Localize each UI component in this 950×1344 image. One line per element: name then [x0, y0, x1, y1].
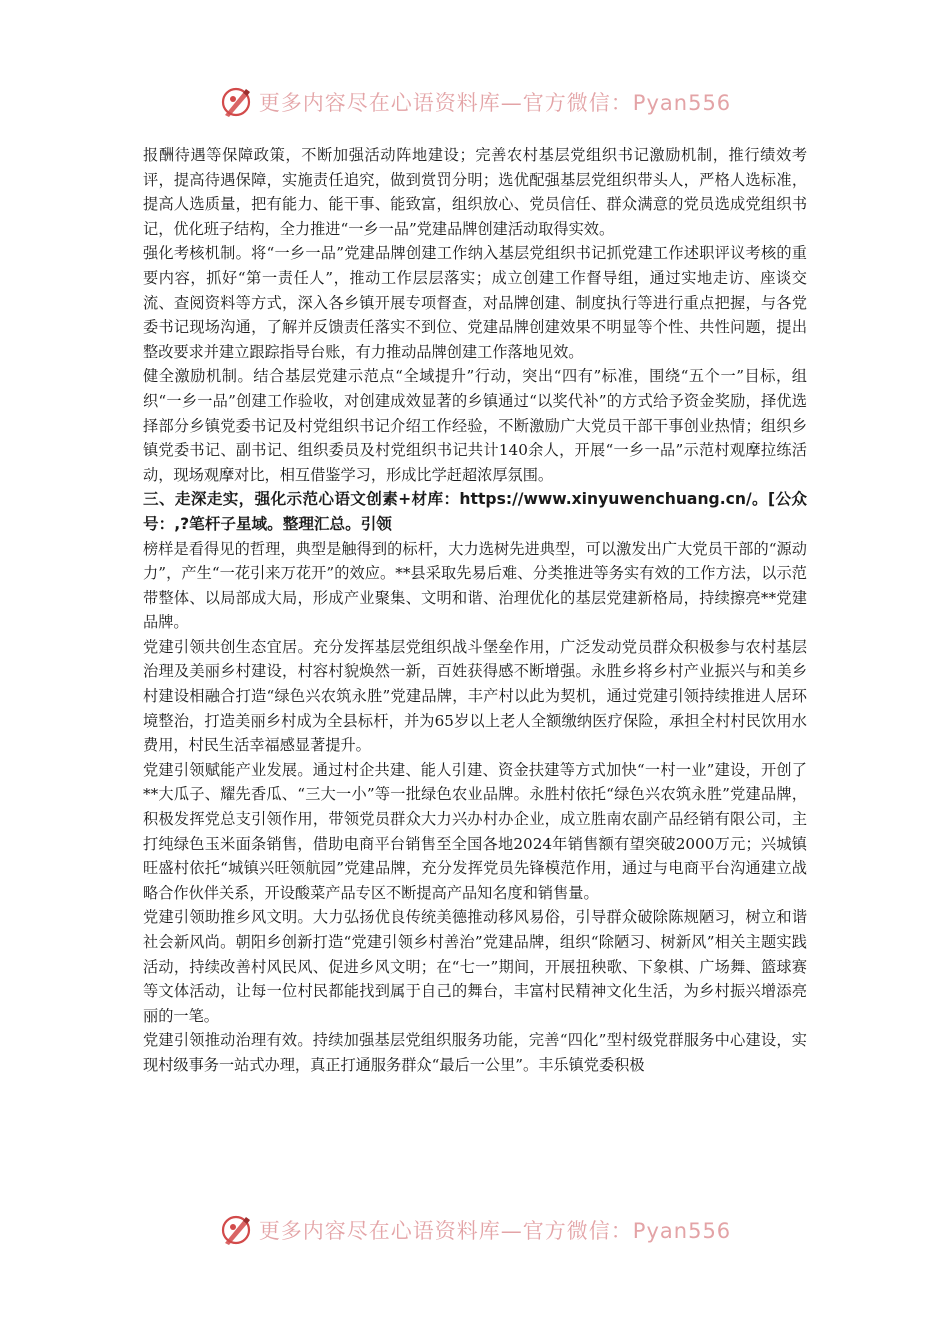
pen-logo-icon — [219, 1213, 253, 1247]
paragraph: 党建引领共创生态宜居。充分发挥基层党组织战斗堡垒作用，广泛发动党员群众积极参与农村基层治理及美丽乡村建设，村容村貌焕然一新，百姓获得感不断增强。永胜乡将乡村产业振兴与和美乡村建设相融合打造“绿色兴农筑永胜”党建品牌，丰产村以此为契机，通过党建引领持续推进人居环境整治，打造美丽乡村成为全县标杆，并为65岁以上老人全额缴纳医疗保险，承担全村村民饮用水费用，村民生活幸福感显著提升。 — [143, 637, 807, 755]
section-heading: 三、走深走实，强化示范心语文创素+材库：https://www.xinyuwenchuang.cn/。[公众号：,?笔杆子星域。整理汇总。引领 — [143, 490, 807, 533]
paragraph: 榜样是看得见的哲理，典型是触得到的标杆，大力选树先进典型，可以激发出广大党员干部的“源动力”，产生“一花引来万花开”的效应。**县采取先易后难、分类推进等务实有效的工作方法，以示范带整体、以局部成大局，形成产业聚集、文明和谐、治理优化的基层党建新格局，持续擦亮**党建品牌。 — [143, 539, 807, 632]
pen-logo-icon — [219, 85, 253, 119]
document-body — [143, 143, 807, 1078]
paragraph: 报酬待遇等保障政策，不断加强活动阵地建设；完善农村基层党组织书记激励机制，推行绩效考评，提高待遇保障，实施责任追究，做到赏罚分明；选优配强基层党组织带头人，严格人选标准，提高人选质量，把有能力、能干事、能致富，组织放心、党员信任、群众满意的党员选成党组织书记，优化班子结构，全力推进“一乡一品”党建品牌创建活动取得实效。 — [143, 146, 807, 238]
footer-banner-text: 更多内容尽在心语资料库—官方微信：Pyan556 — [258, 1219, 732, 1243]
paragraph: 强化考核机制。将“一乡一品”党建品牌创建工作纳入基层党组织书记抓党建工作述职评议考核的重要内容，抓好“第一责任人”，推动工作层层落实；成立创建工作督导组，通过实地走访、座谈交流、查阅资料等方式，深入各乡镇开展专项督查，对品牌创建、制度执行等进行重点把握，与各党委书记现场沟通，了解并反馈责任落实不到位、党建品牌创建效果不明显等个性、共性问题，提出整改要求并建立跟踪指导台账，有力推动品牌创建工作落地见效。 — [143, 244, 807, 361]
paragraph: 健全激励机制。结合基层党建示范点“全域提升”行动，突出“四有”标准，围绕“五个一”目标，组织“一乡一品”创建工作验收，对创建成效显著的乡镇通过“以奖代补”的方式给予资金奖励，择优选择部分乡镇党委书记及村党组织书记介绍工作经验，不断激励广大党员干部干事创业热情；组织乡镇党委书记、副书记、组织委员及村党组织书记共计140余人，开展“一乡一品”示范村观摩拉练活动，现场观摩对比，相互借鉴学习，形成比学赶超浓厚氛围。 — [143, 367, 807, 484]
footer-banner — [0, 1210, 950, 1250]
paragraph: 党建引领助推乡风文明。大力弘扬优良传统美德推动移风易俗，引导群众破除陈规陋习，树立和谐社会新风尚。朝阳乡创新打造“党建引领乡村善治”党建品牌，组织“除陋习、树新风”相关主题实践活动，持续改善村风民风、促进乡风文明；在“七一”期间，开展扭秧歌、下象棋、广场舞、篮球赛等文体活动，让每一位村民都能找到属于自己的舞台，丰富村民精神文化生活，为乡村振兴增添亮丽的一笔。 — [143, 908, 807, 1025]
paragraph: 党建引领赋能产业发展。通过村企共建、能人引建、资金扶建等方式加快“一村一业”建设，开创了**大瓜子、耀先香瓜、“三大一小”等一批绿色农业品牌。永胜村依托“绿色兴农筑永胜”党建品牌，积极发挥党总支引领作用，带领党员群众大力兴办村办企业，成立胜南农副产品经销有限公司，主打纯绿色玉米面条销售，借助电商平台销售至全国各地2024年销售额有望突破2000万元；兴城镇旺盛村依托“城镇兴旺领航园”党建品牌，充分发挥党员先锋模范作用，通过与电商平台沟通建立战略合作伙伴关系，开设酸菜产品专区不断提高产品知名度和销售量。 — [143, 760, 807, 902]
header-banner-text: 更多内容尽在心语资料库—官方微信：Pyan556 — [258, 91, 732, 115]
header-banner — [0, 82, 950, 122]
paragraph: 党建引领推动治理有效。持续加强基层党组织服务功能，完善“四化”型村级党群服务中心建设，实现村级事务一站式办理，真正打通服务群众“最后一公里”。丰乐镇党委积极 — [143, 1031, 807, 1074]
